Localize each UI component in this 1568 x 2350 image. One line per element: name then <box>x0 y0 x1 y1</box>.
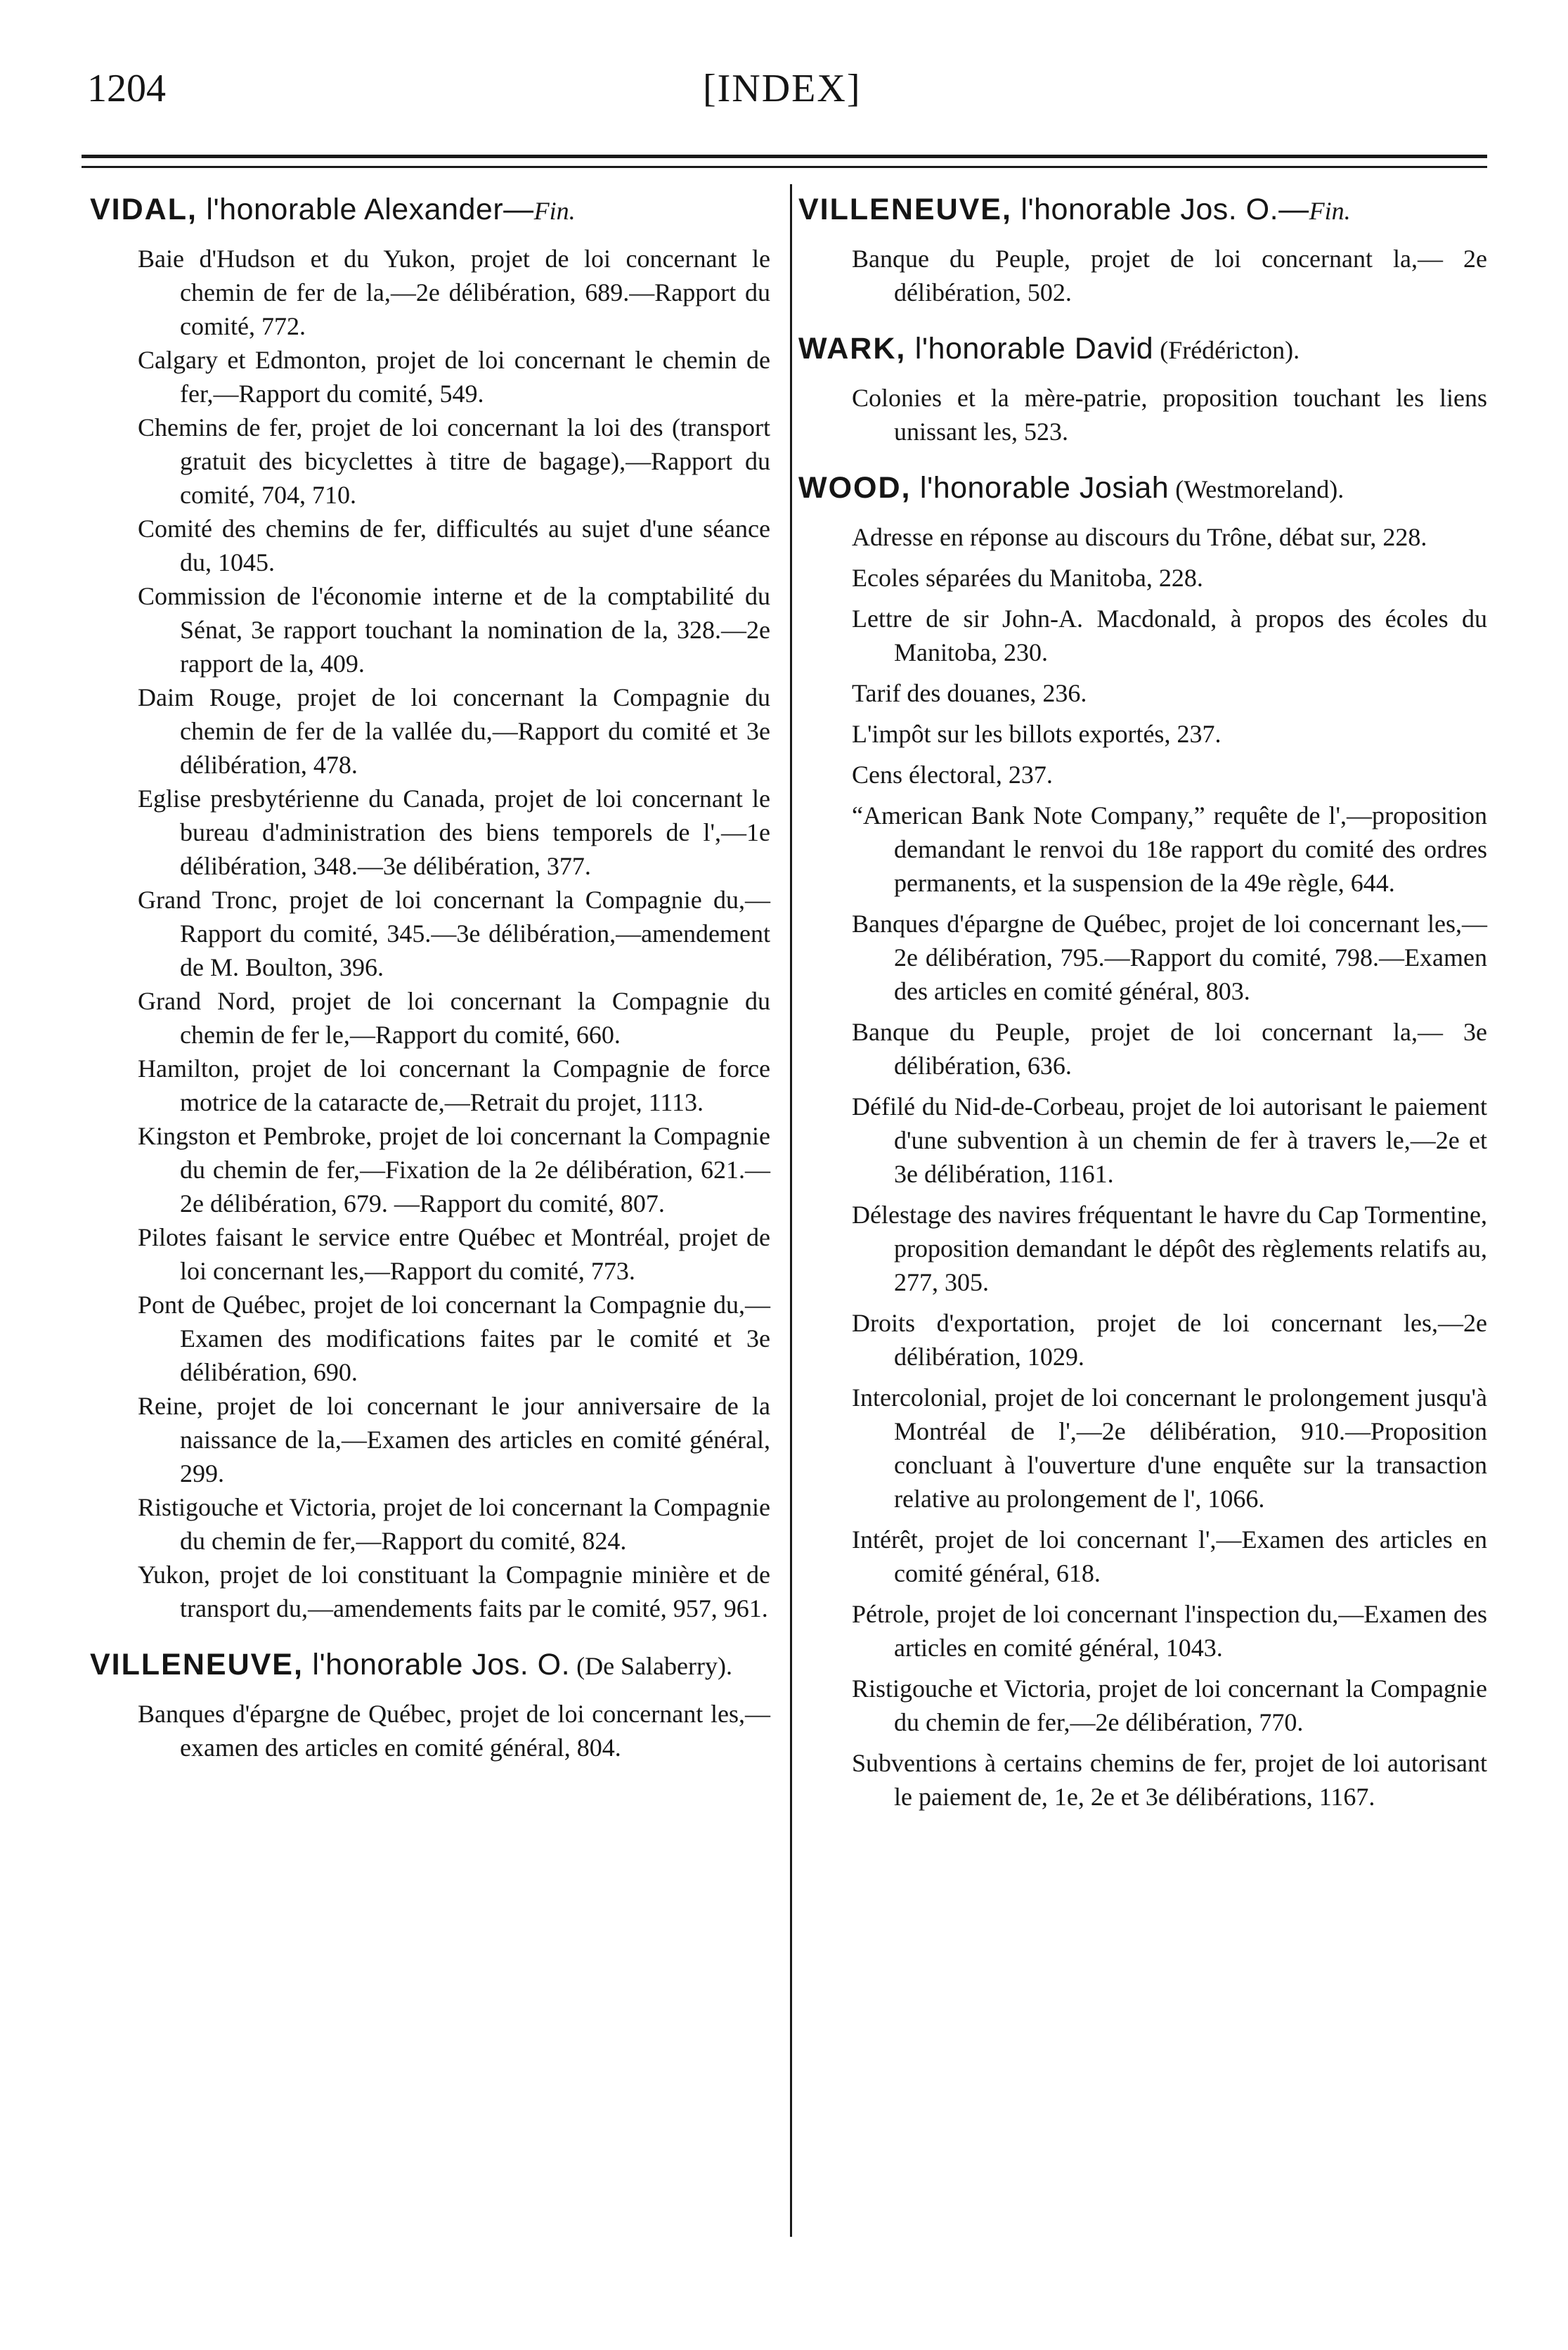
heading-surname: VILLENEUVE, <box>90 1648 304 1681</box>
index-entry: Intérêt, projet de loi concernant l',—Examen des articles en comité général, 618. <box>852 1525 1487 1587</box>
heading-given-name: l'honorable Jos. O.— <box>1011 193 1309 226</box>
index-entry: L'impôt sur les billots exportés, 237. <box>852 720 1222 748</box>
header-rule-bottom <box>82 166 1487 168</box>
entries-wark <box>798 381 1487 448</box>
index-entry: “American Bank Note Company,” requête de l',—proposition demandant le renvoi du 18e rapport du comité des ordres permanents, et la suspension de la 49e règle, 644. <box>852 801 1487 897</box>
index-entry: Daim Rouge, projet de loi concernant la Compagnie du chemin de fer de la vallée du,—Rapport du comité et 3e délibération, 478. <box>138 683 770 779</box>
index-entry: Banques d'épargne de Québec, projet de loi concernant les,—2e délibération, 795.—Rapport du comité, 798.—Examen des articles en comité général, 803. <box>852 910 1487 1005</box>
index-entry: Lettre de sir John-A. Macdonald, à propos des écoles du Manitoba, 230. <box>852 605 1487 666</box>
index-entry: Banque du Peuple, projet de loi concernant la,— 2e délibération, 502. <box>852 245 1487 306</box>
heading-note: Fin. <box>533 197 576 225</box>
index-entry: Grand Tronc, projet de loi concernant la Compagnie du,—Rapport du comité, 345.—3e délibération,—amendement de M. Boulton, 396. <box>138 886 770 981</box>
left-column <box>90 188 770 1783</box>
index-entry: Intercolonial, projet de loi concernant le prolongement jusqu'à Montréal de l',—2e délibération, 910.—Proposition concluant à l'ouverture d'une enquête sur la transaction relative au prolongement de l', 1066. <box>852 1383 1487 1513</box>
index-entry: Colonies et la mère-patrie, proposition touchant les liens unissant les, 523. <box>852 384 1487 446</box>
heading-surname: WARK, <box>798 332 907 366</box>
running-head: [INDEX] <box>703 67 862 110</box>
index-entry: Subventions à certains chemins de fer, projet de loi autorisant le paiement de, 1e, 2e et 3e délibérations, 1167. <box>852 1749 1487 1811</box>
index-entry: Baie d'Hudson et du Yukon, projet de loi concernant le chemin de fer de la,—2e délibération, 689.—Rapport du comité, 772. <box>138 245 770 340</box>
heading-given-name: l'honorable Josiah <box>911 471 1169 505</box>
heading-given-name: l'honorable Jos. O. <box>303 1648 571 1681</box>
right-column <box>798 188 1487 1832</box>
index-entry: Pétrole, projet de loi concernant l'inspection du,—Examen des articles en comité général, 1043. <box>852 1600 1487 1662</box>
index-entry: Cens électoral, 237. <box>852 761 1053 789</box>
index-entry: Comité des chemins de fer, difficultés au sujet d'une séance du, 1045. <box>138 515 770 576</box>
entries-wood <box>798 520 1487 1814</box>
index-entry: Ristigouche et Victoria, projet de loi concernant la Compagnie du chemin de fer,—2e délibération, 770. <box>852 1674 1487 1736</box>
index-heading-wood <box>798 467 1487 510</box>
entries-villeneuve <box>90 1697 770 1764</box>
heading-note: (Frédéricton). <box>1153 336 1300 364</box>
index-entry: Défilé du Nid-de-Corbeau, projet de loi autorisant le paiement d'une subvention à un chemin de fer à travers le,—2e et 3e délibération, 1161. <box>852 1092 1487 1188</box>
heading-note: (De Salaberry). <box>570 1652 732 1680</box>
index-entry: Eglise presbytérienne du Canada, projet de loi concernant le bureau d'administration des biens temporels de l',—1e délibération, 348.—3e délibération, 377. <box>138 785 770 880</box>
entries-vidal <box>90 242 770 1625</box>
index-entry: Hamilton, projet de loi concernant la Compagnie de force motrice de la cataracte de,—Retrait du projet, 1113. <box>138 1054 770 1116</box>
index-entry: Commission de l'économie interne et de la comptabilité du Sénat, 3e rapport touchant la nomination de la, 328.—2e rapport de la, 409. <box>138 582 770 678</box>
index-entry: Pont de Québec, projet de loi concernant la Compagnie du,—Examen des modifications faites par le comité et 3e délibération, 690. <box>138 1291 770 1386</box>
column-divider <box>790 184 792 2237</box>
index-entry: Ristigouche et Victoria, projet de loi concernant la Compagnie du chemin de fer,—Rapport du comité, 824. <box>138 1493 770 1555</box>
heading-surname: VILLENEUVE, <box>798 193 1012 226</box>
heading-given-name: l'honorable David <box>906 332 1154 366</box>
index-entry: Délestage des navires fréquentant le havre du Cap Tormentine, proposition demandant le dépôt des règlements relatifs au, 277, 305. <box>852 1201 1487 1296</box>
entries-villeneuve-fin <box>798 242 1487 309</box>
heading-note: Fin. <box>1309 197 1351 225</box>
index-entry: Yukon, projet de loi constituant la Compagnie minière et de transport du,—amendements faits par le comité, 957, 961. <box>138 1561 770 1622</box>
heading-given-name: l'honorable Alexander— <box>197 193 534 226</box>
index-heading-wark <box>798 328 1487 371</box>
index-entry: Pilotes faisant le service entre Québec et Montréal, projet de loi concernant les,—Rapport du comité, 773. <box>138 1223 770 1285</box>
index-heading-villeneuve <box>90 1644 770 1687</box>
index-entry: Reine, projet de loi concernant le jour anniversaire de la naissance de la,—Examen des articles en comité général, 299. <box>138 1392 770 1487</box>
index-entry: Droits d'exportation, projet de loi concernant les,—2e délibération, 1029. <box>852 1309 1487 1371</box>
heading-surname: WOOD, <box>798 471 912 505</box>
heading-surname: VIDAL, <box>90 193 197 226</box>
index-entry: Adresse en réponse au discours du Trône, débat sur, 228. <box>852 523 1427 551</box>
index-entry: Ecoles séparées du Manitoba, 228. <box>852 564 1203 592</box>
index-entry: Tarif des douanes, 236. <box>852 679 1087 707</box>
index-entry: Chemins de fer, projet de loi concernant la loi des (transport gratuit des bicyclettes à titre de bagage),—Rapport du comité, 704, 710. <box>138 413 770 509</box>
index-entry: Calgary et Edmonton, projet de loi concernant le chemin de fer,—Rapport du comité, 549. <box>138 346 770 408</box>
header-rule-top <box>82 155 1487 158</box>
index-entry: Grand Nord, projet de loi concernant la Compagnie du chemin de fer le,—Rapport du comité, 660. <box>138 987 770 1049</box>
heading-note: (Westmoreland). <box>1169 475 1345 503</box>
index-entry: Banque du Peuple, projet de loi concernant la,— 3e délibération, 636. <box>852 1018 1487 1080</box>
index-entry: Kingston et Pembroke, projet de loi concernant la Compagnie du chemin de fer,—Fixation de la 2e délibération, 621.—2e délibération, 679. —Rapport du comité, 807. <box>138 1122 770 1218</box>
page-number: 1204 <box>87 67 166 110</box>
index-heading-villeneuve-fin <box>798 188 1487 232</box>
index-entry: Banques d'épargne de Québec, projet de loi concernant les,—examen des articles en comité général, 804. <box>138 1700 770 1762</box>
index-heading-vidal <box>90 188 770 232</box>
